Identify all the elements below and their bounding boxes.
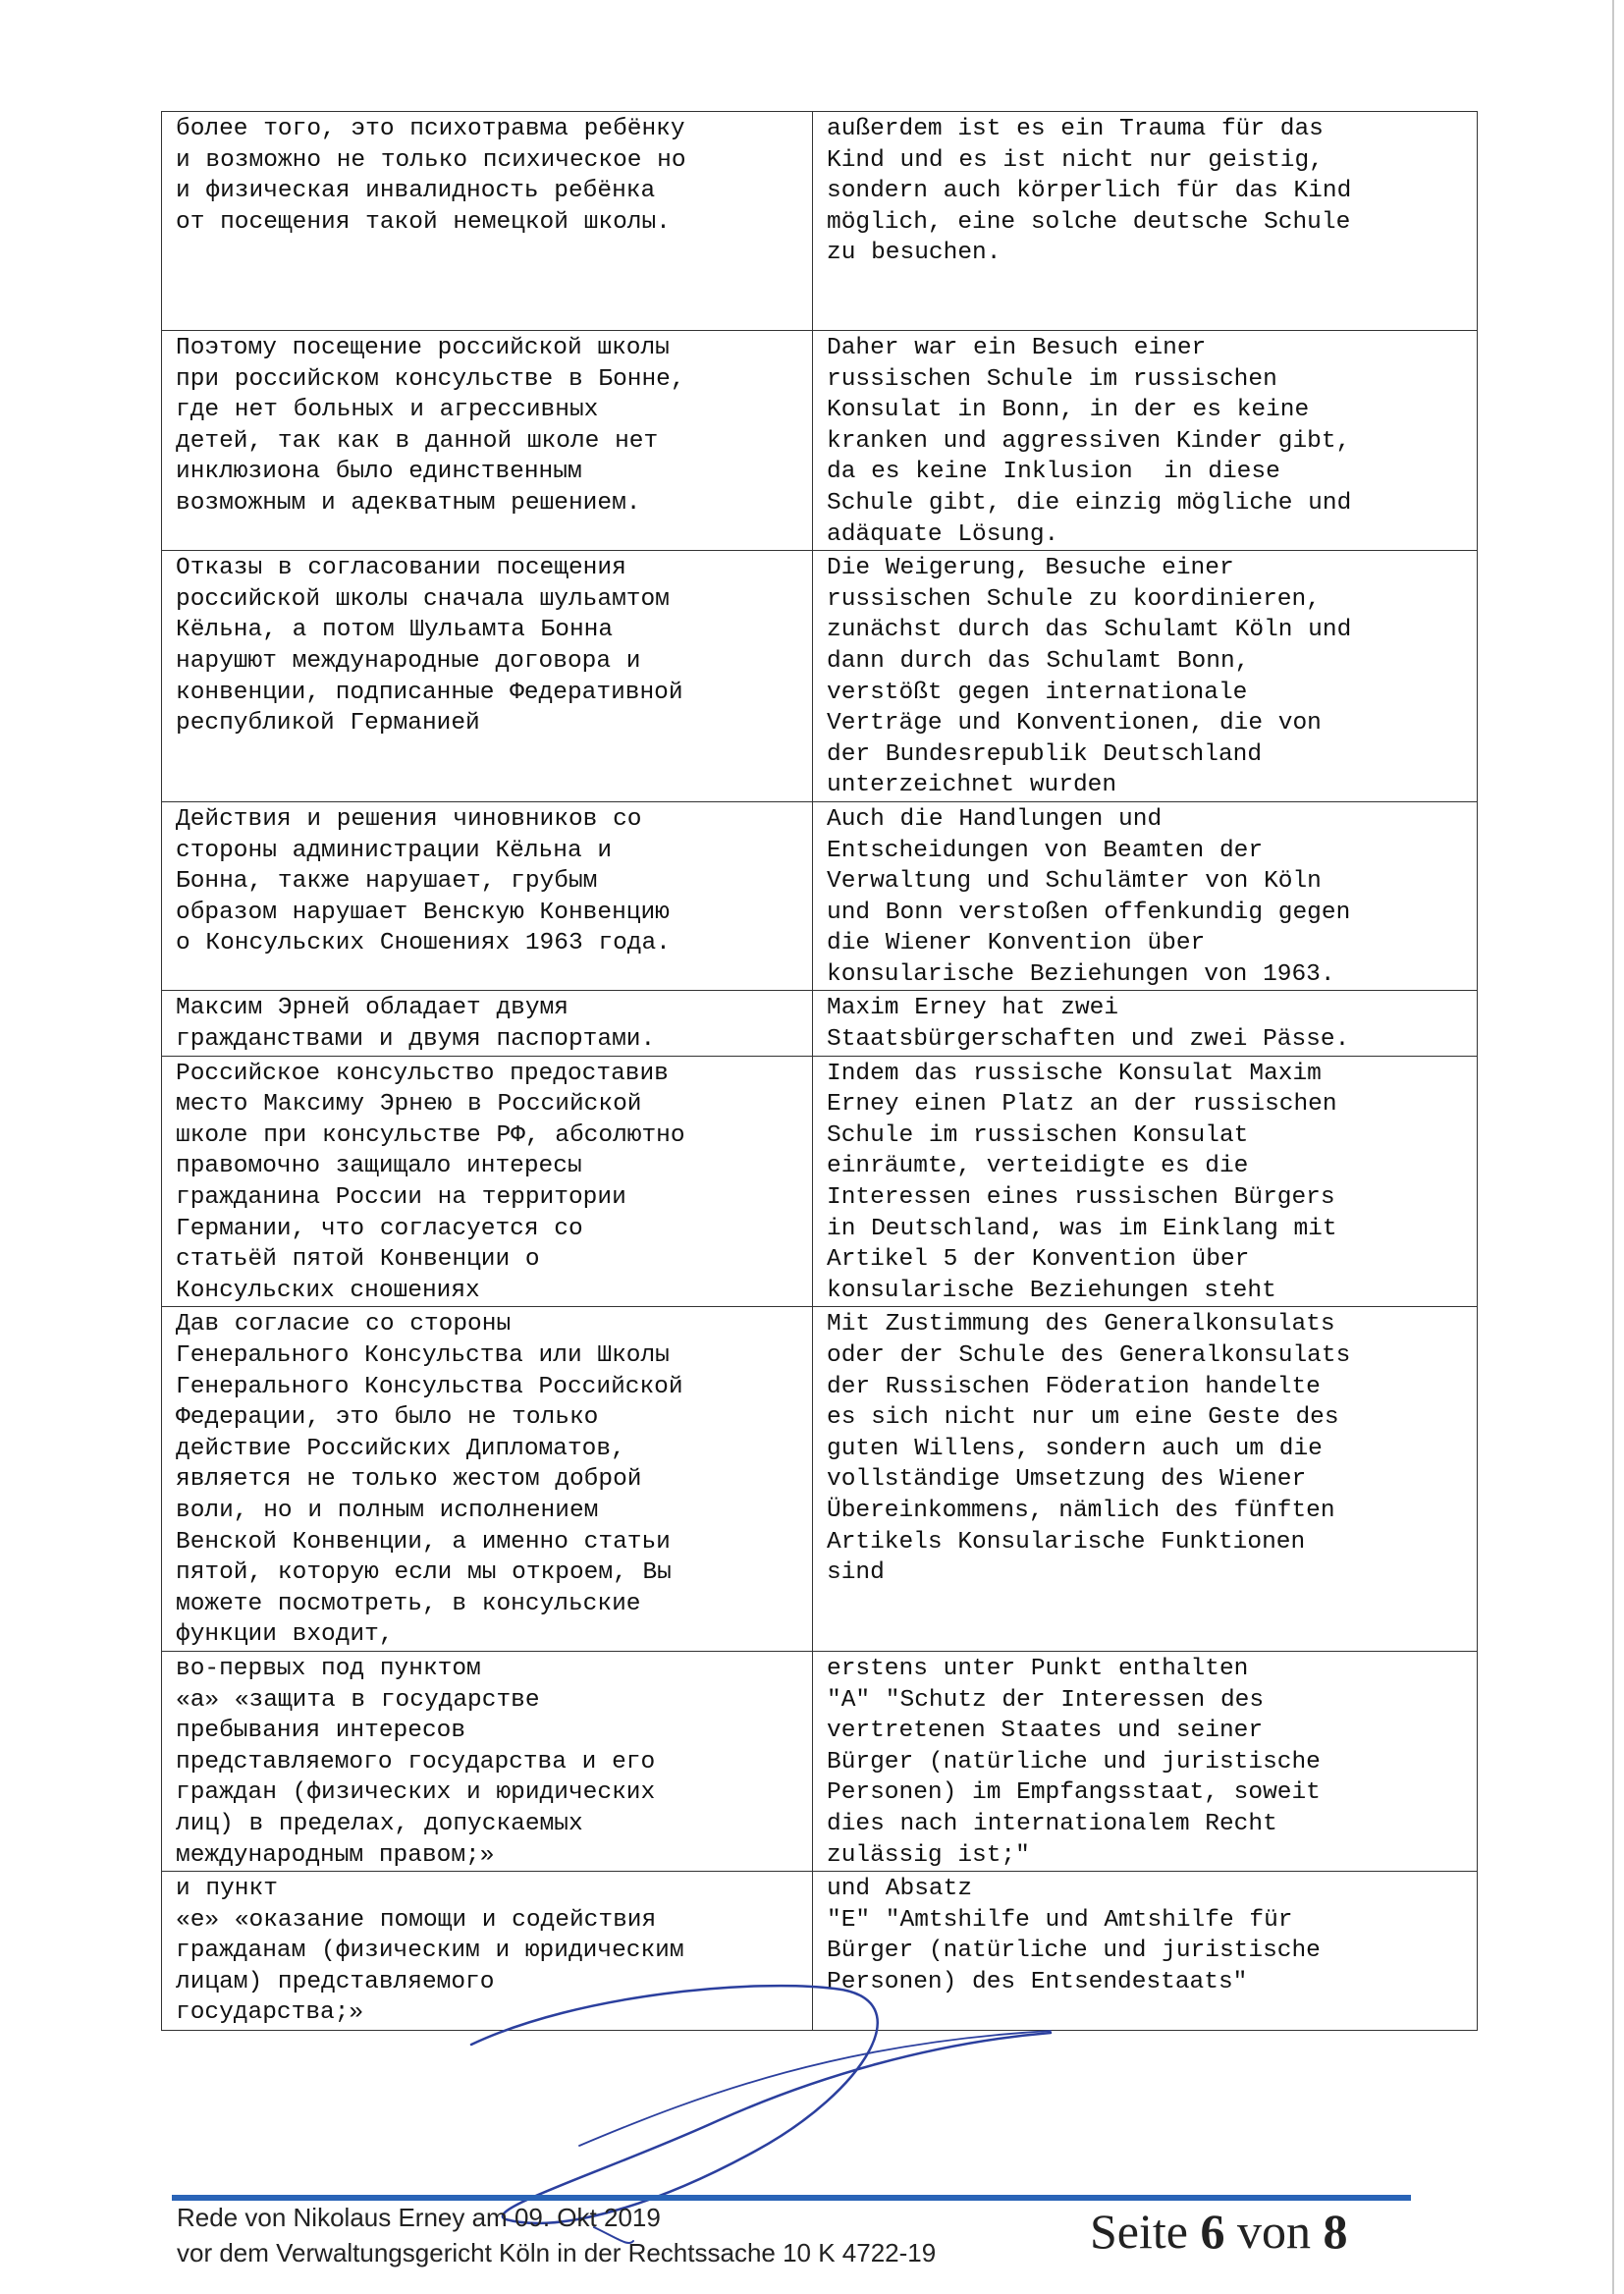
german-cell: außerdem ist es ein Trauma für das Kind und es ist nicht nur geistig, sondern auch körperlich für das Kind möglich, eine solche deutsche Schule zu besuchen. bbox=[813, 112, 1478, 331]
table-row bbox=[162, 112, 1478, 331]
german-cell: erstens unter Punkt enthalten "A" "Schutz der Interessen des vertretenen Staates und seiner Bürger (natürliche und juristische Personen) im Empfangsstaat, soweit dies nach internationalem Recht zulässig ist;" bbox=[813, 1651, 1478, 1871]
scan-edge-line bbox=[1612, 0, 1614, 2294]
page-number bbox=[1090, 2202, 1347, 2261]
translation-table-body bbox=[162, 112, 1478, 2031]
russian-cell: Поэтому посещение российской школы при российском консульстве в Бонне, где нет больных и агрессивных детей, так как в данной школе нет инклюзиона было единственным возможным и адекватным решением. bbox=[162, 331, 813, 551]
page-current: 6 bbox=[1200, 2204, 1225, 2259]
russian-cell: Российское консульство предоставив место Максиму Эрнею в Российской школе при консульстве РФ, абсолютно правомочно защищало интересы гражданина России на территории Германии, что согласуется со статьёй пятой Конвенции о Консульских сношениях bbox=[162, 1056, 813, 1307]
page-total: 8 bbox=[1323, 2204, 1348, 2259]
german-cell: Mit Zustimmung des Generalkonsulats oder der Schule des Generalkonsulats der Russischen Föderation handelte es sich nicht nur um eine Geste des guten Willens, sondern auch um die vollständige Umsetzung des Wiener Übereinkommens, nämlich des fünften Artikels Konsularische Funktionen sind bbox=[813, 1307, 1478, 1652]
russian-cell: Дав согласие со стороны Генерального Консульства или Школы Генерального Консульства Российской Федерации, это было не только действие Российских Дипломатов, является не только жестом доброй воли, но и полным исполнением Венской Конвенции, а именно статьи пятой, которую если мы откроем, Вы можете посмотреть, в консульские функции входит, bbox=[162, 1307, 813, 1652]
page-prefix: Seite bbox=[1090, 2204, 1188, 2259]
table-row bbox=[162, 991, 1478, 1056]
footer-line-court: vor dem Verwaltungsgericht Köln in der Rechtssache 10 K 4722-19 bbox=[177, 2238, 937, 2267]
russian-cell: Максим Эрней обладает двумя гражданствами и двумя паспортами. bbox=[162, 991, 813, 1056]
table-row bbox=[162, 1307, 1478, 1652]
footer-citation bbox=[177, 2200, 936, 2270]
german-cell: Die Weigerung, Besuche einer russischen Schule zu koordinieren, zunächst durch das Schulamt Köln und dann durch das Schulamt Bonn, verstößt gegen internationale Verträge und Konventionen, die von der Bundesrepublik Deutschland unterzeichnet wurden bbox=[813, 551, 1478, 802]
table-row bbox=[162, 801, 1478, 991]
russian-cell: и пункт «е» «оказание помощи и содействия гражданам (физическим и юридическим лицам) представляемого государства;» bbox=[162, 1872, 813, 2031]
german-cell: Maxim Erney hat zwei Staatsbürgerschaften und zwei Pässe. bbox=[813, 991, 1478, 1056]
translation-table bbox=[161, 111, 1478, 2031]
table-row bbox=[162, 1056, 1478, 1307]
german-cell: und Absatz "E" "Amtshilfe und Amtshilfe für Bürger (natürliche und juristische Personen) des Entsendestaats" bbox=[813, 1872, 1478, 2031]
page-mid: von bbox=[1236, 2204, 1311, 2259]
russian-cell: Отказы в согласовании посещения российской школы сначала шульамтом Кёльна, а потом Шульамта Бонна нарушют международные договора и конвенции, подписанные Федеративной республикой Германией bbox=[162, 551, 813, 802]
footer-line-speech: Rede von Nikolaus Erney am 09. Okt 2019 bbox=[177, 2203, 661, 2232]
german-cell: Daher war ein Besuch einer russischen Schule im russischen Konsulat in Bonn, in der es keine kranken und aggressiven Kinder gibt, da es keine Inklusion in diese Schule gibt, die einzig mögliche und adäquate Lösung. bbox=[813, 331, 1478, 551]
table-row bbox=[162, 331, 1478, 551]
german-cell: Indem das russische Konsulat Maxim Erney einen Platz an der russischen Schule im russischen Konsulat einräumte, verteidigte es die Interessen eines russischen Bürgers in Deutschland, was im Einklang mit Artikel 5 der Konvention über konsularische Beziehungen steht bbox=[813, 1056, 1478, 1307]
table-row bbox=[162, 551, 1478, 802]
table-row bbox=[162, 1651, 1478, 1871]
russian-cell: более того, это психотравма ребёнку и возможно не только психическое но и физическая инвалидность ребёнка от посещения такой немецкой школы. bbox=[162, 112, 813, 331]
russian-cell: во-первых под пунктом «а» «защита в государстве пребывания интересов представляемого государства и его граждан (физических и юридических лиц) в пределах, допускаемых международным правом;» bbox=[162, 1651, 813, 1871]
german-cell: Auch die Handlungen und Entscheidungen von Beamten der Verwaltung und Schulämter von Köln und Bonn verstoßen offenkundig gegen die Wiener Konvention über konsularische Beziehungen von 1963. bbox=[813, 801, 1478, 991]
russian-cell: Действия и решения чиновников со стороны администрации Кёльна и Бонна, также нарушает, грубым образом нарушает Венскую Конвенцию о Консульских Сношениях 1963 года. bbox=[162, 801, 813, 991]
